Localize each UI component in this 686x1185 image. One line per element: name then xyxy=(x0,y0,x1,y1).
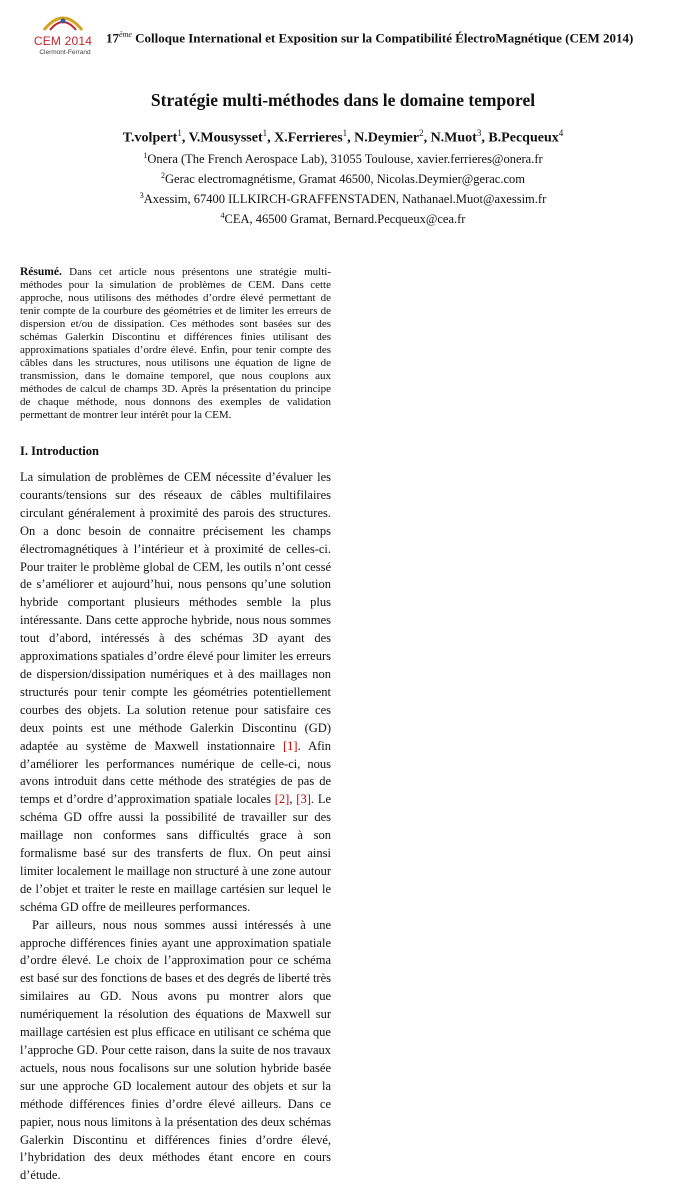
abstract-label: Résumé. xyxy=(20,266,62,278)
author-affiliation: 4 xyxy=(558,128,564,138)
abstract-text: Dans cet article nous présentons une stratégie multi-méthodes pour la simulation de problèmes de CEM. Dans cette approche, nous utilisons des méthodes d’ordre élevé permettant de tenir compte de la courbure des géométries et de limiter les erreurs de dispersion et/ou de dissipation. Ces méthodes sont basées sur des schémas Galerkin Discontinu et différences finies utilisant des approximations spatiales d’ordre élevé. Enfin, pour tenir compte des câbles dans les structures, nous utilisons une équation de ligne de transmission, dans le domaine temporel, que nous couplons aux méthodes de calcul de champs 3D. Après la présentation du principe de chaque méthode, nous donnons des exemples de validation permettant de montrer leur intérêt pour la CEM. xyxy=(20,266,331,421)
citation-link[interactable]: [2] xyxy=(274,792,290,807)
affiliation-line: $^1$Onera (The French Aerospace Lab), 31055 Toulouse, xavier.ferrieres@onera.fr xyxy=(143,151,543,167)
intro-paragraph-2: Par ailleurs, nous nous sommes aussi intéressés à une approche différences finies ayant une approximation spatiale d’ordre élevé. Le choix de l’approximation pour ce schéma est basé sur des fonctions de bases et des degrés de liberté très similaires au GD. Nous avons pu montrer alors que numériquement la résolution des équations de Maxwell sur maillage cartésien est plus efficace en utilisant ce schéma que l’approche GD. Pour cette raison, dans la suite de nos travaux actuels, nous nous focalisons sur une solution hybride basée sur une approche GD localement autour des objets et sur la méthode différences finies d’ordre élevé ailleurs. Dans ce papier, nous nous limitons à la présentation des deux schémas Galerkin Discontinu et différences finies d’ordre élevé, l’hybridation des deux méthodes étant encore en cours d’étude. xyxy=(20,917,332,1183)
author-affiliation: 1 xyxy=(262,128,268,138)
affiliation-line: $^4$CEA, 46500 Gramat, Bernard.Pecqueux@cea.fr xyxy=(220,210,466,227)
author: B.Pecqueux xyxy=(488,130,559,146)
author: N.Deymier xyxy=(354,130,420,146)
author-affiliation: 1 xyxy=(342,128,348,138)
author: N.Muot xyxy=(430,130,477,146)
conference-suffix: ème xyxy=(119,30,132,39)
conference-header xyxy=(106,30,678,46)
left-column xyxy=(20,266,331,1185)
cem-arc-logo-graphic xyxy=(40,12,86,32)
affiliation-line: $^3$Axessim, 67400 ILLKIRCH-GRAFFENSTADEN, Nathanael.Muot@axessim.fr xyxy=(139,190,547,207)
logo-title: CEM 2014 xyxy=(33,34,93,48)
conference-number: 17 xyxy=(106,30,119,46)
section-heading-introduction: I. Introduction xyxy=(20,444,99,458)
citation-link[interactable]: [3] xyxy=(296,792,311,807)
author-affiliation: 3 xyxy=(476,128,482,138)
paper-title: Stratégie multi-méthodes dans le domaine temporel xyxy=(150,90,536,110)
author: X.Ferrieres xyxy=(274,130,343,146)
author-affiliation: 1 xyxy=(177,128,182,138)
author-affiliation: 2 xyxy=(419,128,424,138)
author: V.Mousysset xyxy=(188,130,263,146)
citation-link[interactable]: [1] xyxy=(282,738,298,753)
author-list: T.volpert$^1$, V.Mousysset$^1$, X.Ferrieres$^1$, N.Deymier$^2$, N.Muot$^3$, B.Pecqueux$^4$ xyxy=(122,128,564,146)
intro-paragraph-1: La simulation de problèmes de CEM nécessite d’évaluer les courants/tensions sur des réseaux de câbles multifilaires circulant généralement à proximité des parois des structures. On a donc besoin de connaitre précisement les champs électromagnétiques à l’intérieur et à proximité de celles-ci. Pour traiter le problème global de CEM, les outils n’ont cessé de s’améliorer et aujourd’hui, nous pensons qu’une solution hybride comportant plusieurs méthodes semble la plus intéressante. Dans cette approche hybride, nous nous sommes tout d’abord, intéressés à des schémas 3D ayant des approximations spatiales d’ordre élevé pour limiter les erreurs de dispersion/dissipation numériques et à des maillages non structurés pour tenir compte les géométries potentiellement courbes des objets. La solution retenue pour satisfaire ces deux points est une méthode Galerkin Discontinu (GD) adaptée au système de Maxwell instationnaire [1]. Afin d’améliorer les performances numérique de celle-ci, nous avons introduit dans cette méthode des stratégies de pas de temps et d’ordre d’approximation spatiale locales [2], [3]. Le schéma GD offre aussi la possibilité de travailler sur des maillage non conformes sans difficultés grace à son formalisme basé sur des transferts de flux. On peut ainsi limiter localement le maillage non structuré à une zone autour de l’objet et traiter le reste en maillage cartésien sur lequel le schéma GD offre de meilleures performances. xyxy=(20,470,331,914)
cem2014-logo xyxy=(28,12,98,64)
affiliation-line: $^2$Gerac electromagnétisme, Gramat 46500, Nicolas.Deymier@gerac.com xyxy=(161,170,525,187)
author: T.volpert xyxy=(122,130,178,146)
logo-subtitle: Clermont-Ferrand xyxy=(39,49,91,56)
affiliations xyxy=(0,148,686,228)
conference-name: Colloque International et Exposition sur la Compatibilité ÉlectroMagnétique (CEM 2014) xyxy=(131,30,634,46)
abstract xyxy=(20,266,331,422)
